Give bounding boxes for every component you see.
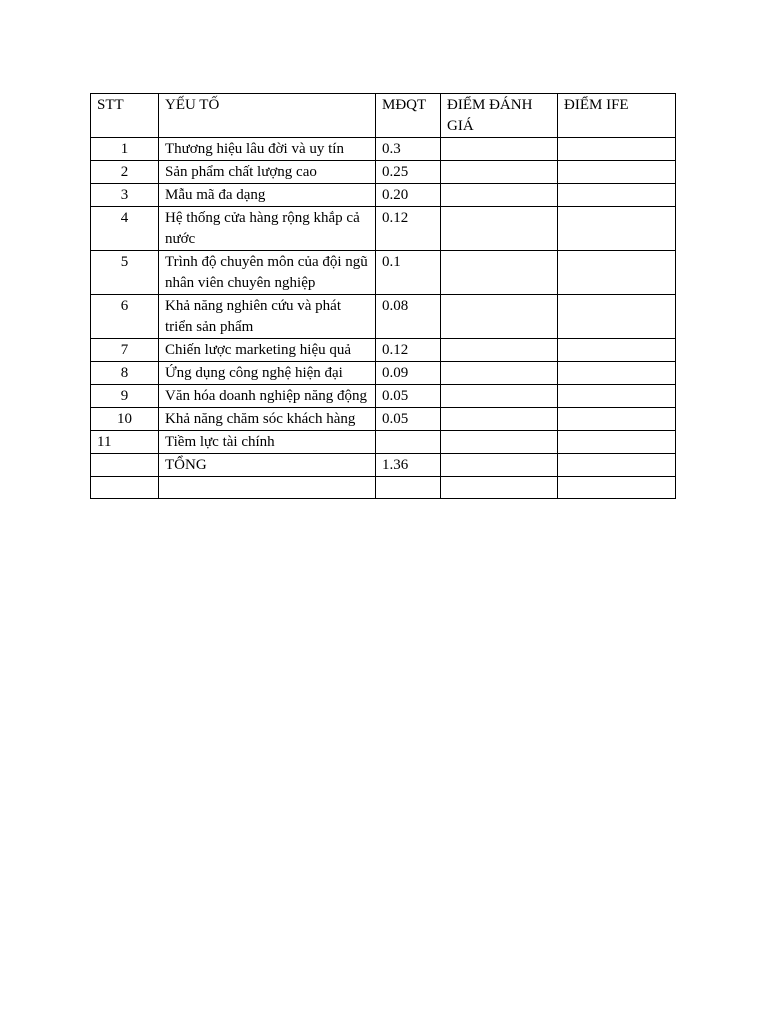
table-row xyxy=(91,408,676,431)
cell-factor: Sản phẩm chất lượng cao xyxy=(159,161,376,184)
table-row xyxy=(91,138,676,161)
table-row xyxy=(91,184,676,207)
cell-weight: 0.05 xyxy=(376,408,441,431)
cell-ife xyxy=(558,161,676,184)
cell-ife xyxy=(558,184,676,207)
cell-total-weight: 1.36 xyxy=(376,454,441,477)
cell-stt: 1 xyxy=(91,138,159,161)
header-weight: MĐQT xyxy=(376,94,441,138)
cell-total-stt xyxy=(91,454,159,477)
table-row xyxy=(91,295,676,339)
table-row xyxy=(91,339,676,362)
table-header-row xyxy=(91,94,676,138)
header-factor: YẾU TỐ xyxy=(159,94,376,138)
table-row xyxy=(91,431,676,454)
header-ife: ĐIỂM IFE xyxy=(558,94,676,138)
cell-ife xyxy=(558,295,676,339)
header-score: ĐIỂM ĐÁNH GIÁ xyxy=(441,94,558,138)
cell-factor: Thương hiệu lâu đời và uy tín xyxy=(159,138,376,161)
cell-factor: Trình độ chuyên môn của đội ngũ nhân viên chuyên nghiệp xyxy=(159,251,376,295)
table-empty-row xyxy=(91,477,676,499)
cell-weight: 0.08 xyxy=(376,295,441,339)
cell-stt: 6 xyxy=(91,295,159,339)
cell-empty xyxy=(91,477,159,499)
cell-ife xyxy=(558,207,676,251)
cell-empty xyxy=(441,477,558,499)
cell-weight: 0.05 xyxy=(376,385,441,408)
cell-ife xyxy=(558,408,676,431)
cell-weight: 0.12 xyxy=(376,339,441,362)
cell-stt: 5 xyxy=(91,251,159,295)
cell-weight: 0.09 xyxy=(376,362,441,385)
cell-score xyxy=(441,184,558,207)
cell-weight: 0.12 xyxy=(376,207,441,251)
cell-factor: Ứng dụng công nghệ hiện đại xyxy=(159,362,376,385)
cell-score xyxy=(441,295,558,339)
cell-stt: 4 xyxy=(91,207,159,251)
cell-factor: Tiềm lực tài chính xyxy=(159,431,376,454)
cell-total-label: TỔNG xyxy=(159,454,376,477)
cell-factor: Mẫu mã đa dạng xyxy=(159,184,376,207)
cell-score xyxy=(441,138,558,161)
cell-empty xyxy=(376,477,441,499)
cell-score xyxy=(441,408,558,431)
cell-stt: 2 xyxy=(91,161,159,184)
cell-ife xyxy=(558,385,676,408)
cell-score xyxy=(441,339,558,362)
cell-stt: 8 xyxy=(91,362,159,385)
cell-ife xyxy=(558,431,676,454)
cell-ife xyxy=(558,251,676,295)
cell-score xyxy=(441,385,558,408)
cell-score xyxy=(441,207,558,251)
cell-weight: 0.3 xyxy=(376,138,441,161)
cell-factor: Hệ thống cửa hàng rộng khắp cả nước xyxy=(159,207,376,251)
cell-ife xyxy=(558,339,676,362)
cell-total-score xyxy=(441,454,558,477)
ife-matrix-table xyxy=(90,93,676,499)
cell-total-ife xyxy=(558,454,676,477)
cell-score xyxy=(441,362,558,385)
table-row xyxy=(91,161,676,184)
cell-factor: Khả năng nghiên cứu và phát triển sản phẩm xyxy=(159,295,376,339)
cell-score xyxy=(441,431,558,454)
cell-factor: Chiến lược marketing hiệu quả xyxy=(159,339,376,362)
cell-factor: Văn hóa doanh nghiệp năng động xyxy=(159,385,376,408)
cell-ife xyxy=(558,138,676,161)
cell-stt: 7 xyxy=(91,339,159,362)
cell-ife xyxy=(558,362,676,385)
cell-weight xyxy=(376,431,441,454)
cell-stt: 3 xyxy=(91,184,159,207)
cell-score xyxy=(441,161,558,184)
table-row xyxy=(91,251,676,295)
table-total-row xyxy=(91,454,676,477)
cell-weight: 0.25 xyxy=(376,161,441,184)
header-stt: STT xyxy=(91,94,159,138)
cell-empty xyxy=(159,477,376,499)
cell-weight: 0.20 xyxy=(376,184,441,207)
cell-score xyxy=(441,251,558,295)
cell-empty xyxy=(558,477,676,499)
table-row xyxy=(91,207,676,251)
cell-stt: 9 xyxy=(91,385,159,408)
table-row xyxy=(91,385,676,408)
cell-stt: 10 xyxy=(91,408,159,431)
cell-stt: 11 xyxy=(91,431,159,454)
cell-factor: Khả năng chăm sóc khách hàng xyxy=(159,408,376,431)
cell-weight: 0.1 xyxy=(376,251,441,295)
table-row xyxy=(91,362,676,385)
